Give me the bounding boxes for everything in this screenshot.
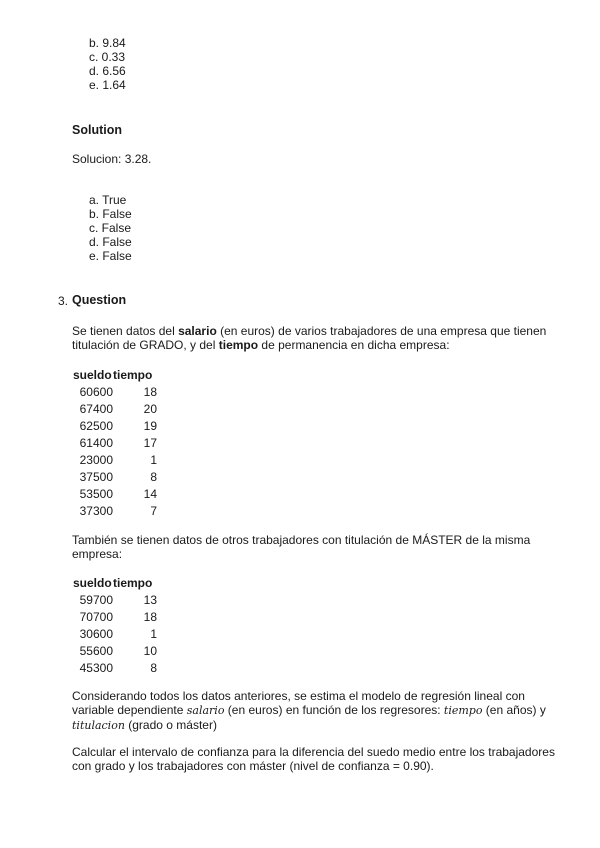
tiempo-cell: 18	[143, 384, 157, 399]
sueldo-cell: 37300	[79, 503, 113, 518]
solution-option-d: d. False	[89, 235, 132, 249]
sueldo-cell: 67400	[79, 401, 113, 416]
tiempo-cell: 8	[150, 660, 157, 675]
sueldo-cell: 37500	[79, 469, 113, 484]
sueldo-cell: 30600	[79, 626, 113, 641]
solution-option-a: a. True	[89, 193, 127, 207]
table-row	[73, 417, 157, 434]
table-row	[73, 451, 157, 468]
option-d: d. 6.56	[89, 64, 126, 78]
grado-table	[73, 366, 157, 519]
sueldo-cell: 23000	[79, 452, 113, 467]
tiempo-cell: 19	[143, 418, 157, 433]
solution-heading: Solution	[72, 123, 122, 137]
table-row	[73, 659, 157, 676]
option-b: b. 9.84	[89, 36, 126, 50]
tiempo-cell: 14	[143, 486, 157, 501]
table-row	[73, 625, 157, 642]
table-row	[73, 591, 157, 608]
sueldo-cell: 70700	[79, 609, 113, 624]
solution-option-e: e. False	[89, 249, 132, 263]
tiempo-cell: 20	[143, 401, 157, 416]
tiempo-cell: 17	[143, 435, 157, 450]
column-header-sueldo: sueldo	[73, 367, 112, 382]
tiempo-cell: 18	[143, 609, 157, 624]
table-row	[73, 608, 157, 625]
solution-text: Solucion: 3.28.	[72, 152, 152, 166]
table-row	[73, 383, 157, 400]
tiempo-cell: 1	[150, 452, 157, 467]
table-row	[73, 502, 157, 519]
solution-option-b: b. False	[89, 207, 132, 221]
question-number: 3.	[58, 294, 69, 308]
tiempo-cell: 7	[150, 503, 157, 518]
master-table	[73, 574, 157, 676]
option-e: e. 1.64	[89, 78, 126, 92]
column-header-tiempo: tiempo	[113, 575, 153, 590]
sueldo-cell: 45300	[79, 660, 113, 675]
sueldo-cell: 61400	[79, 435, 113, 450]
table-row	[73, 400, 157, 417]
tiempo-cell: 8	[150, 469, 157, 484]
sueldo-cell: 62500	[79, 418, 113, 433]
sueldo-cell: 55600	[79, 643, 113, 658]
tiempo-cell: 13	[143, 592, 157, 607]
table-row	[73, 485, 157, 502]
solution-option-c: c. False	[89, 221, 132, 235]
table-row	[73, 468, 157, 485]
option-c: c. 0.33	[89, 50, 126, 64]
question-heading: Question	[72, 293, 127, 307]
table-row	[73, 434, 157, 451]
table-row	[73, 642, 157, 659]
column-header-tiempo: tiempo	[113, 367, 153, 382]
question-ask: Calcular el intervalo de confianza para la diferencia del suedo medio entre los trabajadores con grado y los trabajadores con máster (nivel de confianza = 0.90).	[72, 745, 555, 773]
master-intro: También se tienen datos de otros trabajadores con titulación de MÁSTER de la misma empresa:	[72, 533, 531, 561]
question-intro: Se tienen datos del salario (en euros) de varios trabajadores de una empresa que tienen titulación de GRADO, y del tiempo de permanencia en dicha empresa:	[72, 324, 547, 352]
sueldo-cell: 59700	[79, 592, 113, 607]
sueldo-cell: 60600	[79, 384, 113, 399]
model-text: Considerando todos los datos anteriores, se estima el modelo de regresión lineal con variable dependiente salario (en euros) en función de los regresores: tiempo (en años) y titulacion (grado o máster)	[72, 689, 546, 732]
sueldo-cell: 53500	[79, 486, 113, 501]
tiempo-cell: 10	[143, 643, 157, 658]
column-header-sueldo: sueldo	[73, 575, 112, 590]
tiempo-cell: 1	[150, 626, 157, 641]
